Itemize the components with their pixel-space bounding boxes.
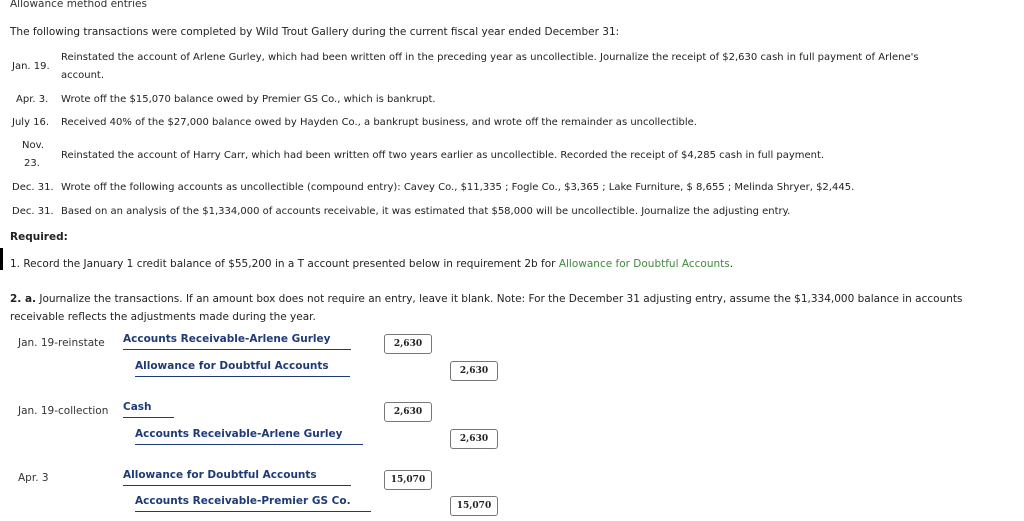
- credit-amount-input[interactable]: 2,630: [450, 429, 498, 449]
- allowance-account-link[interactable]: Allowance for Doubtful Accounts: [558, 258, 730, 270]
- debit-amount-input[interactable]: 2,630: [384, 402, 432, 422]
- requirement-2a: [10, 290, 1010, 326]
- transaction-text: Reinstated the account of Harry Carr, which had been written off two years earlier as uncollectible. Recorded the receipt of $4,285 cash in full payment.: [61, 150, 825, 161]
- credit-account-select[interactable]: Accounts Receivable-Arlene Gurley: [135, 428, 363, 445]
- focus-indicator: [0, 248, 3, 270]
- transaction-text: Based on an analysis of the $1,334,000 of accounts receivable, it was estimated that $58,000 will be uncollectible. Journalize the adjusting entry.: [61, 206, 791, 217]
- credit-account-select[interactable]: Accounts Receivable-Premier GS Co.: [135, 495, 371, 512]
- credit-amount-input[interactable]: 2,630: [450, 361, 498, 381]
- requirement-1-text: 1. Record the January 1 credit balance of $55,200 in a T account presented below in requirement 2b for: [10, 258, 559, 270]
- credit-account-select[interactable]: Allowance for Doubtful Accounts: [135, 360, 350, 377]
- requirement-1-end: .: [729, 258, 734, 270]
- debit-amount-input[interactable]: 15,070: [384, 470, 432, 490]
- transaction-date: Dec. 31.: [12, 182, 54, 193]
- entry-label: Apr. 3: [18, 472, 49, 484]
- entry-label: Jan. 19-reinstate: [18, 337, 105, 349]
- entry-label: Jan. 19-collection: [18, 405, 109, 417]
- transaction-text: Wrote off the $15,070 balance owed by Premier GS Co., which is bankrupt.: [61, 94, 436, 105]
- debit-account-select[interactable]: Allowance for Doubtful Accounts: [123, 469, 351, 486]
- requirement-2a-label: 2. a.: [10, 293, 37, 305]
- transaction-text: Reinstated the account of Arlene Gurley, which had been written off in the preceding year as uncollectible. Journalize the receipt of $2,630 cash in full payment of Arlene's: [61, 52, 919, 63]
- credit-amount-input[interactable]: 15,070: [450, 496, 498, 516]
- transaction-text: Received 40% of the $27,000 balance owed by Hayden Co., a bankrupt business, and wrote off the remainder as uncollectible.: [61, 117, 697, 128]
- transaction-date: July 16.: [12, 117, 50, 128]
- transaction-date: Apr. 3.: [16, 94, 49, 105]
- required-heading: Required:: [10, 231, 68, 243]
- transaction-date: Nov.: [22, 140, 44, 151]
- transaction-text: Wrote off the following accounts as uncollectible (compound entry): Cavey Co., $11,335 ; Fogle Co., $3,365 ; Lake Furniture, $ 8,655 ; Melinda Shryer, $2,445.: [61, 182, 855, 193]
- page-title: Allowance method entries: [10, 0, 147, 10]
- transaction-text-cont: account.: [61, 70, 105, 81]
- debit-amount-input[interactable]: 2,630: [384, 334, 432, 354]
- transaction-date: Dec. 31.: [12, 206, 54, 217]
- debit-account-select[interactable]: Cash: [123, 401, 174, 418]
- intro-text: The following transactions were completed by Wild Trout Gallery during the current fiscal year ended December 31:: [10, 26, 620, 38]
- requirement-1: [10, 258, 733, 270]
- debit-account-select[interactable]: Accounts Receivable-Arlene Gurley: [123, 333, 351, 350]
- transaction-date: Jan. 19.: [12, 61, 50, 72]
- transaction-date-cont: 23.: [24, 158, 40, 169]
- requirement-2a-text: Journalize the transactions. If an amount box does not require an entry, leave it blank. Note: For the December 31 adjusting entry, assume the $1,334,000 balance in accounts receivable reflects the adjustments made during the year.: [10, 293, 963, 323]
